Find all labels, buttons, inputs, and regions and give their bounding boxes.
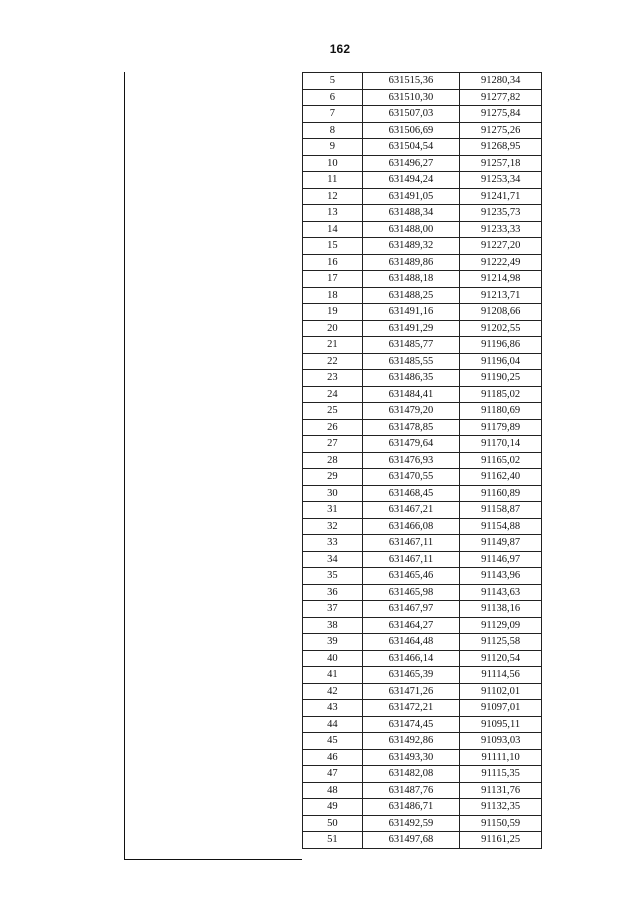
y-coordinate-cell: 91160,89 xyxy=(460,485,542,502)
y-coordinate-cell: 91280,34 xyxy=(460,73,542,90)
y-coordinate-cell: 91143,96 xyxy=(460,568,542,585)
y-coordinate-cell: 91114,56 xyxy=(460,667,542,684)
table-row xyxy=(303,733,542,750)
y-coordinate-cell: 91202,55 xyxy=(460,320,542,337)
point-number-cell: 39 xyxy=(303,634,363,651)
y-coordinate-cell: 91277,82 xyxy=(460,89,542,106)
y-coordinate-cell: 91213,71 xyxy=(460,287,542,304)
table-row xyxy=(303,815,542,832)
point-number-cell: 49 xyxy=(303,799,363,816)
x-coordinate-cell: 631487,76 xyxy=(362,782,460,799)
y-coordinate-cell: 91150,59 xyxy=(460,815,542,832)
x-coordinate-cell: 631466,08 xyxy=(362,518,460,535)
point-number-cell: 14 xyxy=(303,221,363,238)
x-coordinate-cell: 631485,77 xyxy=(362,337,460,354)
y-coordinate-cell: 91253,34 xyxy=(460,172,542,189)
x-coordinate-cell: 631467,11 xyxy=(362,535,460,552)
point-number-cell: 26 xyxy=(303,419,363,436)
y-coordinate-cell: 91132,35 xyxy=(460,799,542,816)
y-coordinate-cell: 91233,33 xyxy=(460,221,542,238)
point-number-cell: 12 xyxy=(303,188,363,205)
bottom-border-line xyxy=(124,859,302,860)
table-row xyxy=(303,188,542,205)
x-coordinate-cell: 631466,14 xyxy=(362,650,460,667)
x-coordinate-cell: 631470,55 xyxy=(362,469,460,486)
table-row xyxy=(303,122,542,139)
point-number-cell: 6 xyxy=(303,89,363,106)
x-coordinate-cell: 631491,05 xyxy=(362,188,460,205)
x-coordinate-cell: 631479,20 xyxy=(362,403,460,420)
point-number-cell: 19 xyxy=(303,304,363,321)
x-coordinate-cell: 631491,29 xyxy=(362,320,460,337)
table-row xyxy=(303,139,542,156)
point-number-cell: 15 xyxy=(303,238,363,255)
table-row xyxy=(303,287,542,304)
table-row xyxy=(303,584,542,601)
point-number-cell: 48 xyxy=(303,782,363,799)
point-number-cell: 29 xyxy=(303,469,363,486)
y-coordinate-cell: 91214,98 xyxy=(460,271,542,288)
point-number-cell: 22 xyxy=(303,353,363,370)
table-row xyxy=(303,716,542,733)
x-coordinate-cell: 631507,03 xyxy=(362,106,460,123)
table-row xyxy=(303,271,542,288)
x-coordinate-cell: 631489,32 xyxy=(362,238,460,255)
table-row xyxy=(303,155,542,172)
x-coordinate-cell: 631496,27 xyxy=(362,155,460,172)
table-row xyxy=(303,403,542,420)
x-coordinate-cell: 631494,24 xyxy=(362,172,460,189)
table-row xyxy=(303,436,542,453)
table-row xyxy=(303,469,542,486)
y-coordinate-cell: 91161,25 xyxy=(460,832,542,849)
x-coordinate-cell: 631467,21 xyxy=(362,502,460,519)
y-coordinate-cell: 91268,95 xyxy=(460,139,542,156)
table-row xyxy=(303,304,542,321)
point-number-cell: 13 xyxy=(303,205,363,222)
point-number-cell: 21 xyxy=(303,337,363,354)
x-coordinate-cell: 631515,36 xyxy=(362,73,460,90)
y-coordinate-cell: 91115,35 xyxy=(460,766,542,783)
y-coordinate-cell: 91093,03 xyxy=(460,733,542,750)
table-row xyxy=(303,502,542,519)
x-coordinate-cell: 631504,54 xyxy=(362,139,460,156)
x-coordinate-cell: 631488,18 xyxy=(362,271,460,288)
y-coordinate-cell: 91190,25 xyxy=(460,370,542,387)
table-row xyxy=(303,386,542,403)
y-coordinate-cell: 91162,40 xyxy=(460,469,542,486)
y-coordinate-cell: 91095,11 xyxy=(460,716,542,733)
point-number-cell: 30 xyxy=(303,485,363,502)
y-coordinate-cell: 91138,16 xyxy=(460,601,542,618)
x-coordinate-cell: 631486,35 xyxy=(362,370,460,387)
y-coordinate-cell: 91227,20 xyxy=(460,238,542,255)
table-row xyxy=(303,320,542,337)
x-coordinate-cell: 631472,21 xyxy=(362,700,460,717)
y-coordinate-cell: 91143,63 xyxy=(460,584,542,601)
x-coordinate-cell: 631497,68 xyxy=(362,832,460,849)
table-row xyxy=(303,221,542,238)
y-coordinate-cell: 91125,58 xyxy=(460,634,542,651)
x-coordinate-cell: 631510,30 xyxy=(362,89,460,106)
x-coordinate-cell: 631492,86 xyxy=(362,733,460,750)
table-row xyxy=(303,650,542,667)
table-row xyxy=(303,683,542,700)
x-coordinate-cell: 631491,16 xyxy=(362,304,460,321)
table-row xyxy=(303,782,542,799)
point-number-cell: 32 xyxy=(303,518,363,535)
x-coordinate-cell: 631506,69 xyxy=(362,122,460,139)
table-row xyxy=(303,73,542,90)
y-coordinate-cell: 91275,84 xyxy=(460,106,542,123)
y-coordinate-cell: 91154,88 xyxy=(460,518,542,535)
y-coordinate-cell: 91165,02 xyxy=(460,452,542,469)
x-coordinate-cell: 631488,34 xyxy=(362,205,460,222)
point-number-cell: 36 xyxy=(303,584,363,601)
y-coordinate-cell: 91241,71 xyxy=(460,188,542,205)
x-coordinate-cell: 631476,93 xyxy=(362,452,460,469)
point-number-cell: 42 xyxy=(303,683,363,700)
point-number-cell: 25 xyxy=(303,403,363,420)
y-coordinate-cell: 91196,04 xyxy=(460,353,542,370)
y-coordinate-cell: 91102,01 xyxy=(460,683,542,700)
y-coordinate-cell: 91257,18 xyxy=(460,155,542,172)
table-row xyxy=(303,832,542,849)
y-coordinate-cell: 91208,66 xyxy=(460,304,542,321)
table-row xyxy=(303,518,542,535)
point-number-cell: 41 xyxy=(303,667,363,684)
point-number-cell: 18 xyxy=(303,287,363,304)
table-row xyxy=(303,551,542,568)
table-row xyxy=(303,370,542,387)
point-number-cell: 47 xyxy=(303,766,363,783)
point-number-cell: 16 xyxy=(303,254,363,271)
table-row xyxy=(303,799,542,816)
y-coordinate-cell: 91185,02 xyxy=(460,386,542,403)
y-coordinate-cell: 91179,89 xyxy=(460,419,542,436)
point-number-cell: 33 xyxy=(303,535,363,552)
point-number-cell: 24 xyxy=(303,386,363,403)
y-coordinate-cell: 91180,69 xyxy=(460,403,542,420)
table-row xyxy=(303,634,542,651)
x-coordinate-cell: 631468,45 xyxy=(362,485,460,502)
table-row xyxy=(303,337,542,354)
y-coordinate-cell: 91170,14 xyxy=(460,436,542,453)
point-number-cell: 46 xyxy=(303,749,363,766)
document-frame xyxy=(124,72,542,860)
x-coordinate-cell: 631488,25 xyxy=(362,287,460,304)
y-coordinate-cell: 91120,54 xyxy=(460,650,542,667)
table-row xyxy=(303,172,542,189)
x-coordinate-cell: 631489,86 xyxy=(362,254,460,271)
y-coordinate-cell: 91235,73 xyxy=(460,205,542,222)
x-coordinate-cell: 631479,64 xyxy=(362,436,460,453)
point-number-cell: 40 xyxy=(303,650,363,667)
table-row xyxy=(303,353,542,370)
table-row xyxy=(303,419,542,436)
point-number-cell: 37 xyxy=(303,601,363,618)
point-number-cell: 17 xyxy=(303,271,363,288)
point-number-cell: 31 xyxy=(303,502,363,519)
x-coordinate-cell: 631488,00 xyxy=(362,221,460,238)
x-coordinate-cell: 631465,46 xyxy=(362,568,460,585)
x-coordinate-cell: 631467,97 xyxy=(362,601,460,618)
x-coordinate-cell: 631484,41 xyxy=(362,386,460,403)
table-row xyxy=(303,89,542,106)
x-coordinate-cell: 631464,27 xyxy=(362,617,460,634)
point-number-cell: 23 xyxy=(303,370,363,387)
y-coordinate-cell: 91275,26 xyxy=(460,122,542,139)
point-number-cell: 11 xyxy=(303,172,363,189)
y-coordinate-cell: 91149,87 xyxy=(460,535,542,552)
table-row xyxy=(303,254,542,271)
x-coordinate-cell: 631474,45 xyxy=(362,716,460,733)
table-row xyxy=(303,749,542,766)
point-number-cell: 43 xyxy=(303,700,363,717)
point-number-cell: 44 xyxy=(303,716,363,733)
x-coordinate-cell: 631485,55 xyxy=(362,353,460,370)
table-row xyxy=(303,238,542,255)
point-number-cell: 45 xyxy=(303,733,363,750)
point-number-cell: 10 xyxy=(303,155,363,172)
y-coordinate-cell: 91196,86 xyxy=(460,337,542,354)
point-number-cell: 20 xyxy=(303,320,363,337)
left-border-line xyxy=(124,72,125,860)
table-row xyxy=(303,766,542,783)
point-number-cell: 34 xyxy=(303,551,363,568)
coordinates-table-body xyxy=(303,73,542,849)
point-number-cell: 9 xyxy=(303,139,363,156)
table-row xyxy=(303,452,542,469)
x-coordinate-cell: 631492,59 xyxy=(362,815,460,832)
x-coordinate-cell: 631486,71 xyxy=(362,799,460,816)
point-number-cell: 28 xyxy=(303,452,363,469)
x-coordinate-cell: 631482,08 xyxy=(362,766,460,783)
table-row xyxy=(303,601,542,618)
y-coordinate-cell: 91222,49 xyxy=(460,254,542,271)
x-coordinate-cell: 631471,26 xyxy=(362,683,460,700)
table-row xyxy=(303,667,542,684)
y-coordinate-cell: 91146,97 xyxy=(460,551,542,568)
y-coordinate-cell: 91111,10 xyxy=(460,749,542,766)
point-number-cell: 38 xyxy=(303,617,363,634)
coordinates-table xyxy=(302,72,542,849)
point-number-cell: 8 xyxy=(303,122,363,139)
table-row xyxy=(303,485,542,502)
table-row xyxy=(303,535,542,552)
point-number-cell: 50 xyxy=(303,815,363,832)
x-coordinate-cell: 631464,48 xyxy=(362,634,460,651)
page-number: 162 xyxy=(329,42,351,56)
table-row xyxy=(303,700,542,717)
x-coordinate-cell: 631478,85 xyxy=(362,419,460,436)
table-row xyxy=(303,205,542,222)
table-row xyxy=(303,568,542,585)
point-number-cell: 7 xyxy=(303,106,363,123)
x-coordinate-cell: 631467,11 xyxy=(362,551,460,568)
point-number-cell: 5 xyxy=(303,73,363,90)
y-coordinate-cell: 91131,76 xyxy=(460,782,542,799)
y-coordinate-cell: 91129,09 xyxy=(460,617,542,634)
x-coordinate-cell: 631493,30 xyxy=(362,749,460,766)
x-coordinate-cell: 631465,39 xyxy=(362,667,460,684)
table-row xyxy=(303,106,542,123)
point-number-cell: 51 xyxy=(303,832,363,849)
y-coordinate-cell: 91097,01 xyxy=(460,700,542,717)
x-coordinate-cell: 631465,98 xyxy=(362,584,460,601)
y-coordinate-cell: 91158,87 xyxy=(460,502,542,519)
point-number-cell: 35 xyxy=(303,568,363,585)
table-row xyxy=(303,617,542,634)
point-number-cell: 27 xyxy=(303,436,363,453)
